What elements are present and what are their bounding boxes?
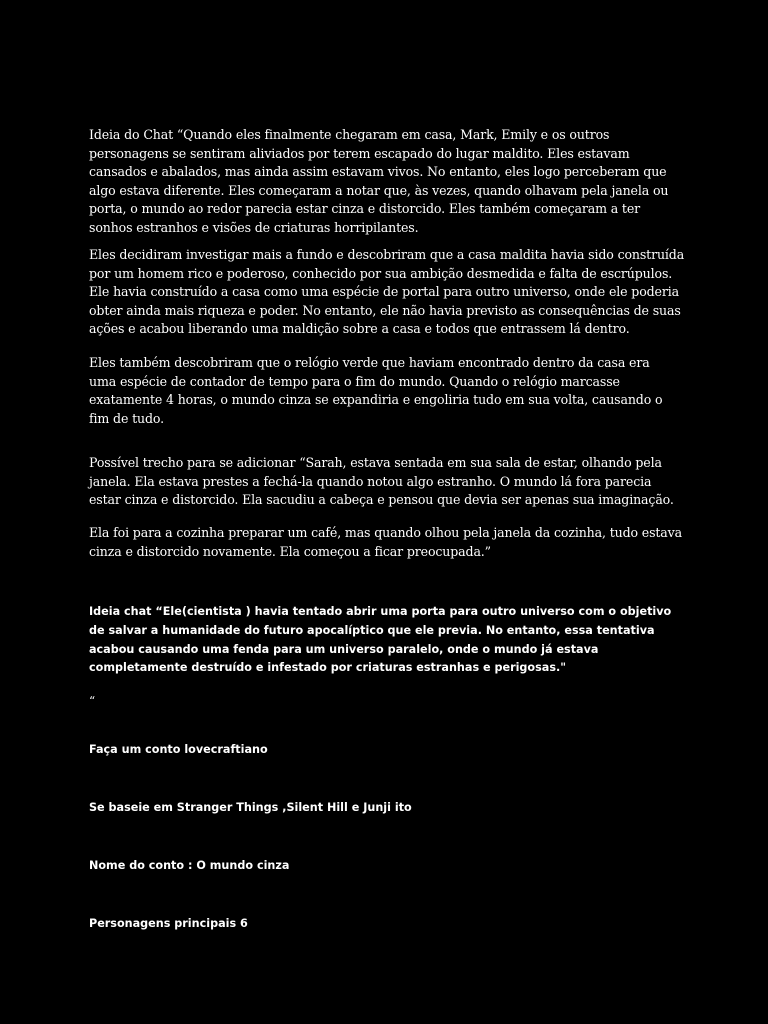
paragraph-possible-excerpt-2: Ela foi para a cozinha preparar um café, mas quando olhou pela janela da cozinha, tudo estava cinza e distorcido novamente. Ela começou a ficar preocupada.” bbox=[89, 525, 682, 559]
paragraph-chat-idea-3: Eles também descobriram que o relógio verde que haviam encontrado dentro da casa era uma espécie de contador de tempo para o fim do mundo. Quando o relógio marcasse exatamente 4 horas, o mundo cinza se expandiria e engoliria tudo em sua volta, causando o fim de tudo. bbox=[89, 355, 663, 426]
paragraph-chat-idea-1: Ideia do Chat “Quando eles finalmente chegaram em casa, Mark, Emily e os outros personagens se sentiram aliviados por terem escapado do lugar maldito. Eles estavam cansados e abalados, mas ainda assim estavam vivos. No entanto, eles logo perceberam que algo estava diferente. Eles começaram a notar que, às vezes, quando olhavam pela janela ou porta, o mundo ao redor parecia estar cinza e distorcido. Eles também começaram a ter sonhos estranhos e visões de criaturas horripilantes. bbox=[89, 127, 669, 235]
paragraph-chat-idea-2: Eles decidiram investigar mais a fundo e descobriram que a casa maldita havia sido construída por um homem rico e poderoso, conhecido por sua ambição desmedida e falta de escrúpulos. Ele havia construído a casa como uma espécie de portal para outro universo, onde ele poderia obter ainda mais riqueza e poder. No entanto, ele não havia previsto as consequências de suas ações e acabou liberando uma maldição sobre a casa e todos que entrassem lá dentro. bbox=[89, 247, 685, 337]
prompt-based-on: Se baseie em Stranger Things ,Silent Hill e Junji ito bbox=[89, 801, 412, 814]
document-page bbox=[89, 0, 689, 1024]
closing-quote-mark: “ bbox=[89, 694, 96, 708]
prompt-lovecraftian-tale: Faça um conto lovecraftiano bbox=[89, 743, 268, 756]
prompt-tale-name: Nome do conto : O mundo cinza bbox=[89, 859, 290, 872]
paragraph-possible-excerpt-1: Possível trecho para se adicionar “Sarah, estava sentada em sua sala de estar, olhando pela janela. Ela estava prestes a fechá-la quando notou algo estranho. O mundo lá fora parecia estar cinza e distorcido. Ela sacudiu a cabeça e pensou que devia ser apenas sua imaginação. bbox=[89, 455, 674, 508]
paragraph-chat-idea-scientist: Ideia chat “Ele(cientista ) havia tentado abrir uma porta para outro universo com o objetivo de salvar a humanidade do futuro apocalíptico que ele previa. No entanto, essa tentativa acabou causando uma fenda para um universo paralelo, onde o mundo já estava completamente destruído e infestado por criaturas estranhas e perigosas." bbox=[89, 605, 672, 675]
prompt-main-characters: Personagens principais 6 bbox=[89, 917, 248, 930]
